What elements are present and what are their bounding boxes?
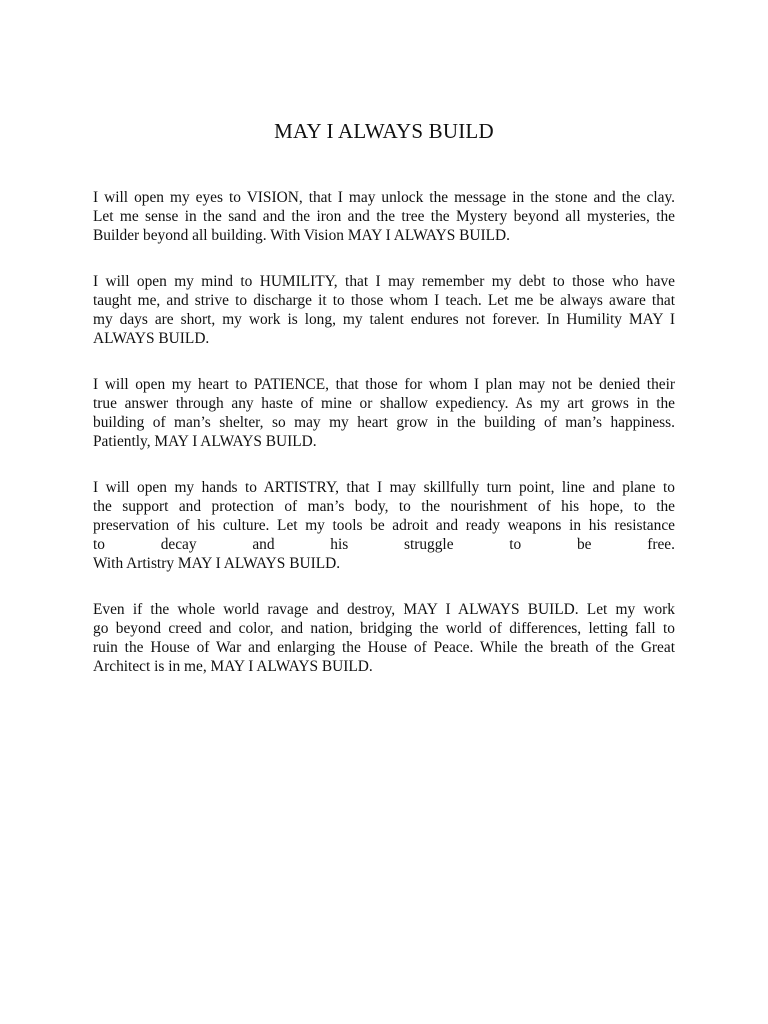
text-line: I will open my mind to HUMILITY, that I may remember my debt to those who have	[93, 273, 675, 290]
text-line: go beyond creed and color, and nation, bridging the world of differences, letting fall to	[93, 620, 675, 637]
paragraph-artistry	[93, 478, 675, 573]
text-line: preservation of his culture. Let my tools be adroit and ready weapons in his resistance	[93, 517, 675, 534]
text-line: taught me, and strive to discharge it to those whom I teach. Let me be always aware that	[93, 292, 675, 309]
text-line: I will open my hands to ARTISTRY, that I may skillfully turn point, line and plane to	[93, 479, 675, 496]
text-line: I will open my eyes to VISION, that I may unlock the message in the stone and the clay.	[93, 189, 675, 206]
text-line: building of man’s shelter, so may my heart grow in the building of man’s happiness.	[93, 414, 675, 431]
text-line: ruin the House of War and enlarging the House of Peace. While the breath of the Great	[93, 639, 675, 656]
text-line: Let me sense in the sand and the iron and the tree the Mystery beyond all mysteries, the	[93, 208, 675, 225]
text-line: ALWAYS BUILD.	[93, 330, 210, 347]
text-line: my days are short, my work is long, my talent endures not forever. In Humility MAY I	[93, 311, 675, 328]
page-title: MAY I ALWAYS BUILD	[274, 119, 494, 143]
text-line: With Artistry MAY I ALWAYS BUILD.	[93, 555, 341, 572]
paragraph-humility	[93, 272, 675, 348]
text-line: Builder beyond all building. With Vision MAY I ALWAYS BUILD.	[93, 227, 510, 244]
paragraph-peace	[93, 600, 675, 676]
text-line: to decay and his struggle to be free.	[93, 536, 675, 553]
text-line: Architect is in me, MAY I ALWAYS BUILD.	[93, 658, 373, 675]
text-line: I will open my heart to PATIENCE, that those for whom I plan may not be denied their	[93, 376, 675, 393]
text-line: Patiently, MAY I ALWAYS BUILD.	[93, 433, 317, 450]
text-line: true answer through any haste of mine or shallow expediency. As my art grows in the	[93, 395, 675, 412]
paragraph-vision	[93, 188, 675, 245]
paragraph-patience	[93, 375, 675, 451]
text-line: Even if the whole world ravage and destroy, MAY I ALWAYS BUILD. Let my work	[93, 601, 675, 618]
document-page	[93, 117, 675, 703]
text-line: the support and protection of man’s body, to the nourishment of his hope, to the	[93, 498, 675, 515]
